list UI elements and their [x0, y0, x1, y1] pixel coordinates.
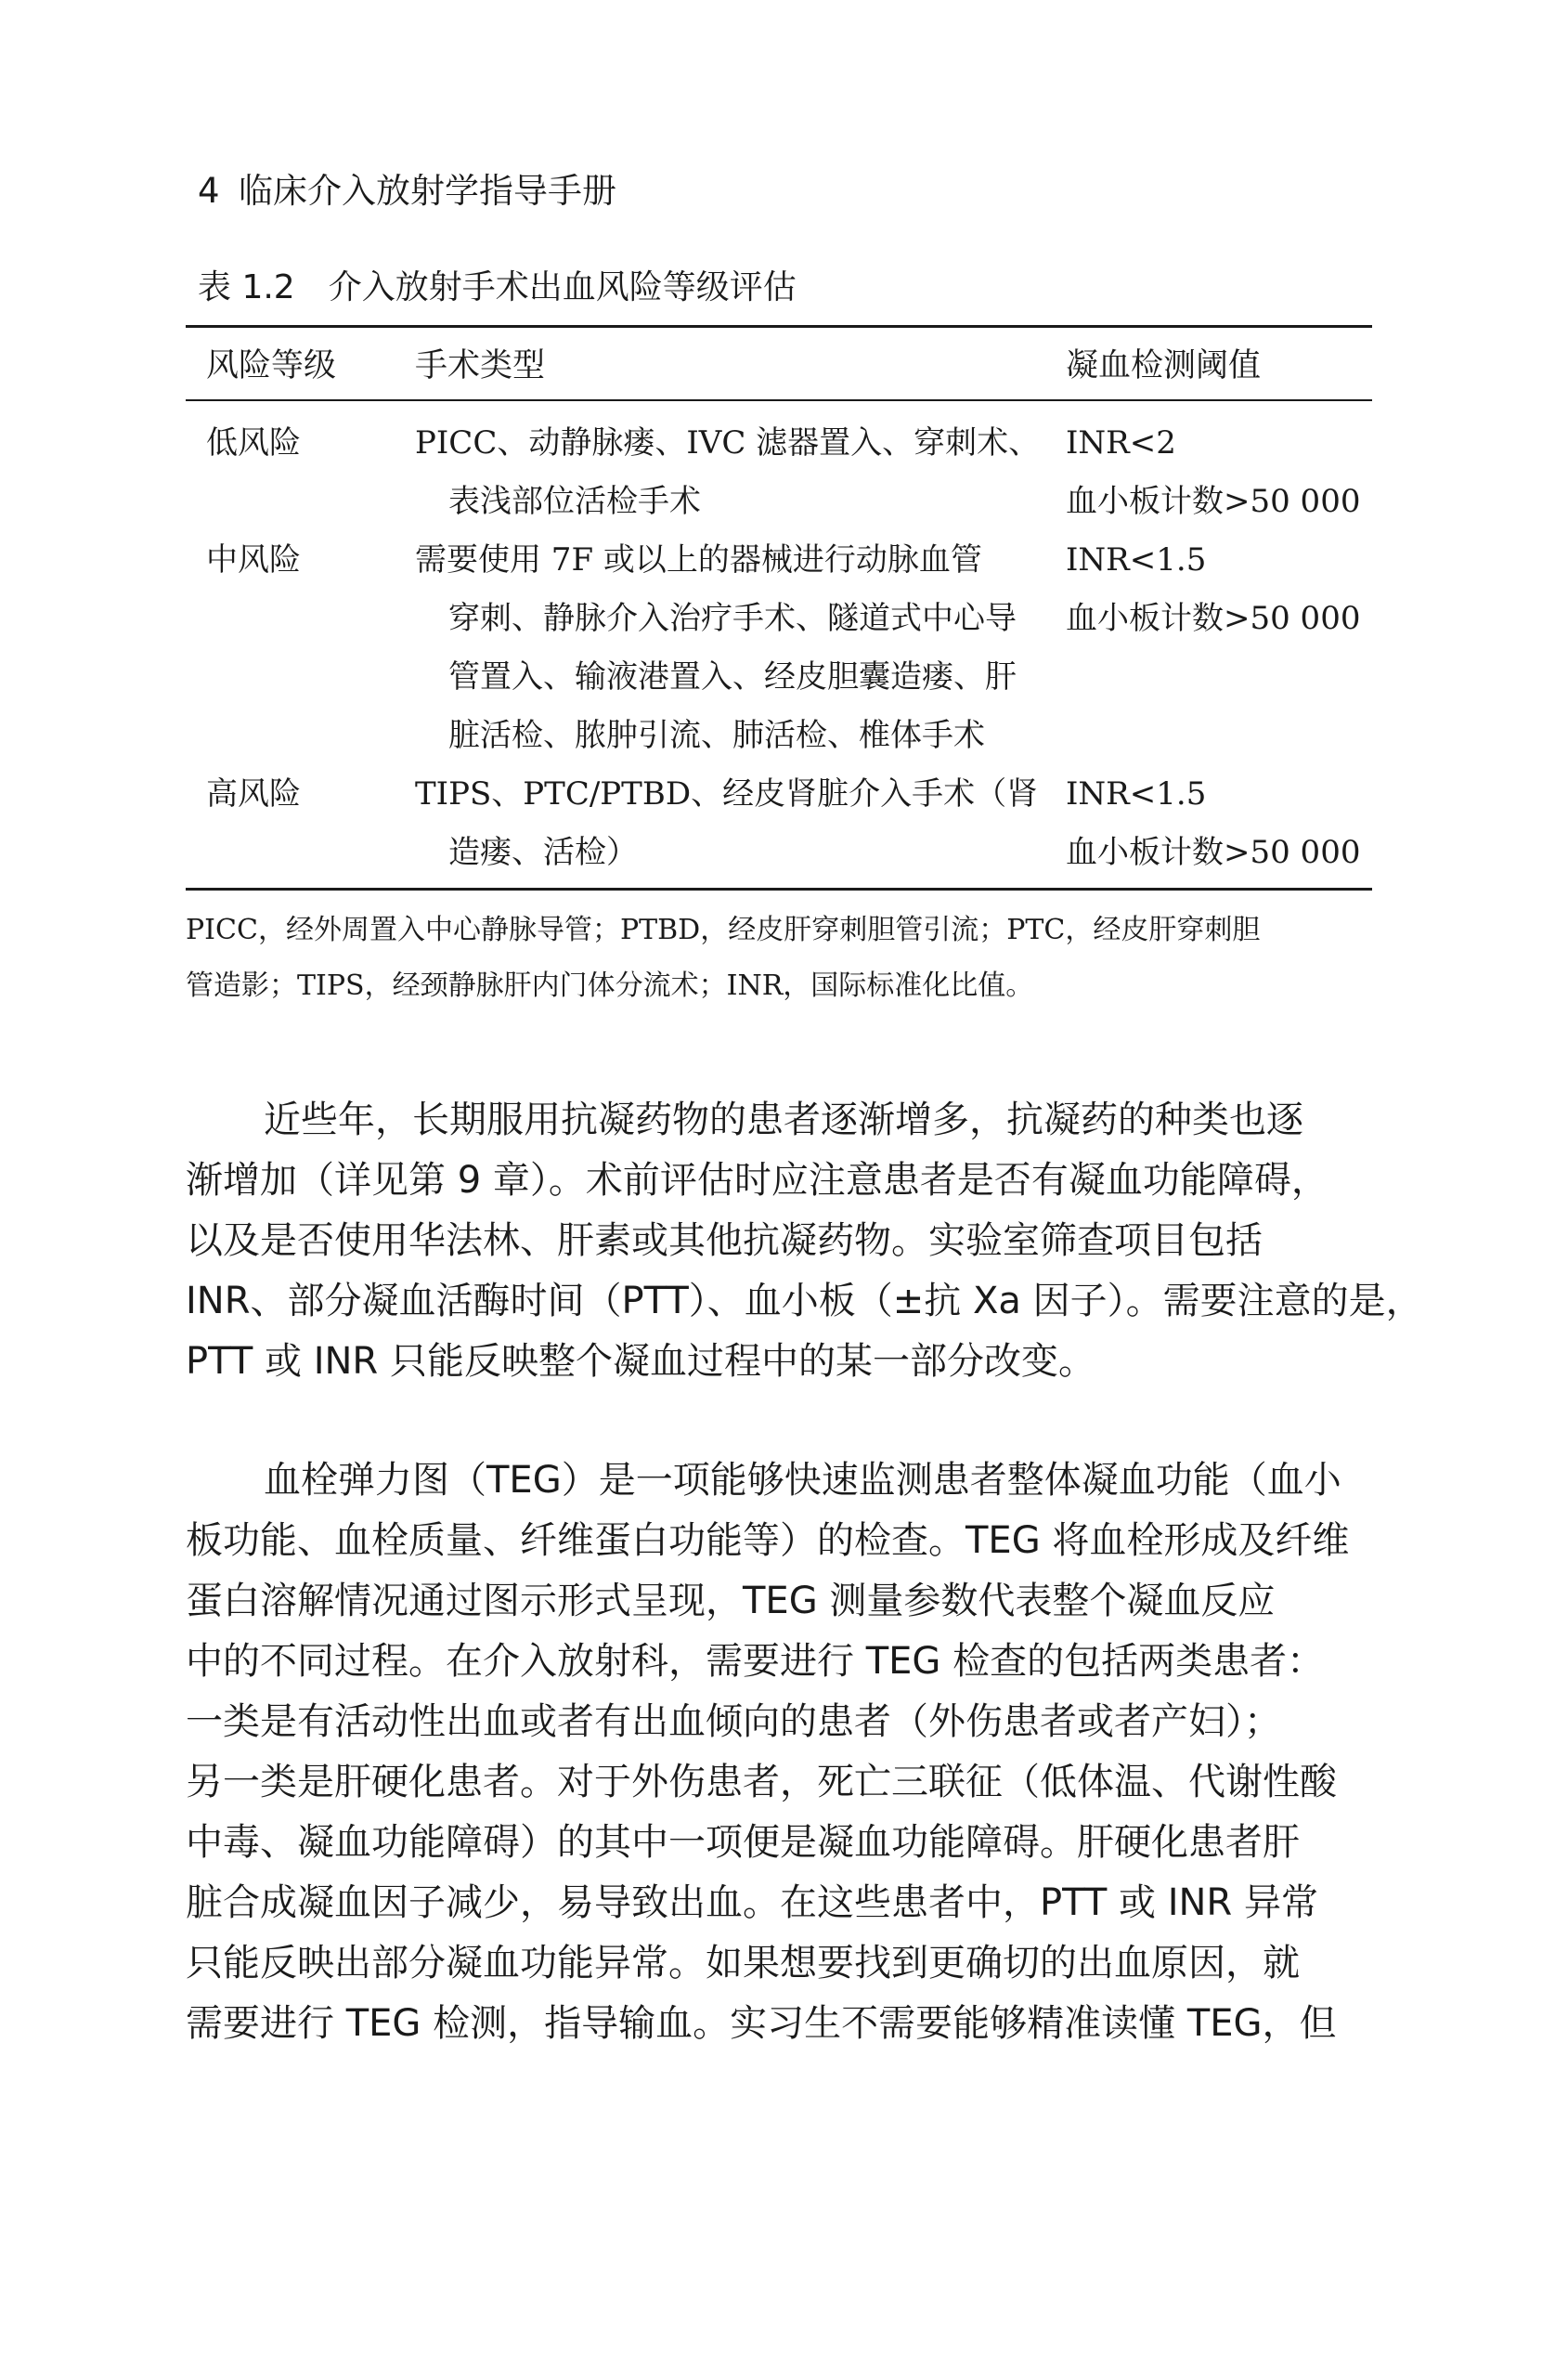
paragraph-line: 一类是有活动性出血或者有出血倾向的患者（外伤患者或者产妇）；	[186, 1700, 1281, 1743]
table-caption-number: 表 1.2	[198, 268, 295, 306]
table-row-high-risk-threshold	[1066, 765, 1360, 882]
table-row-medium-risk-procedure	[415, 531, 1017, 765]
paragraph-line: INR、部分凝血活酶时间（PTT）、血小板（±抗 Xa 因子）。需要注意的是，	[186, 1280, 1423, 1322]
table-row-low-risk-threshold	[1066, 414, 1360, 531]
procedure-line: 表浅部位活检手术	[448, 483, 701, 520]
table-header-rule	[186, 399, 1372, 401]
book-title: 临床介入放射学指导手册	[239, 171, 616, 211]
paragraph-line: 板功能、血栓质量、纤维蛋白功能等）的检查。TEG 将血栓形成及纤维	[186, 1519, 1350, 1562]
footnote-line: PICC，经外周置入中心静脉导管；PTBD，经皮肝穿刺胆管引流；PTC，经皮肝穿刺胆	[186, 914, 1261, 946]
procedure-line: 需要使用 7F 或以上的器械进行动脉血管	[415, 541, 982, 579]
procedure-line: 脏活检、脓肿引流、肺活检、椎体手术	[448, 717, 985, 754]
table-header-risk: 风险等级	[206, 347, 337, 384]
paragraph-line: 需要进行 TEG 检测，指导输血。实习生不需要能够精准读懂 TEG，但	[186, 2002, 1337, 2045]
paragraph-line: 脏合成凝血因子减少，易导致出血。在这些患者中，PTT 或 INR 异常	[186, 1881, 1318, 1924]
procedure-line: TIPS、PTC/PTBD、经皮肾脏介入手术（肾	[415, 775, 1039, 813]
table-row-medium-risk-threshold	[1066, 531, 1360, 648]
footnote-line: 管造影；TIPS，经颈静脉肝内门体分流术；INR，国际标准化比值。	[186, 969, 1034, 1002]
threshold-inr: INR<2	[1066, 424, 1176, 462]
table-bottom-rule	[186, 888, 1372, 891]
paragraph-line: 只能反映出部分凝血功能异常。如果想要找到更确切的出血原因，就	[186, 1942, 1300, 1984]
table-footnote	[186, 903, 1383, 1014]
table-row-low-risk-procedure	[415, 414, 1040, 531]
body-paragraph	[186, 1451, 1379, 2054]
paragraph-line: 另一类是肝硬化患者。对于外伤患者，死亡三联征（低体温、代谢性酸	[186, 1761, 1337, 1803]
body-paragraph	[186, 1090, 1423, 1392]
paragraph-line: 近些年，长期服用抗凝药物的患者逐渐增多，抗凝药的种类也逐	[264, 1099, 1303, 1141]
threshold-platelet: 血小板计数>50 000	[1066, 600, 1361, 637]
procedure-line: PICC、动静脉瘘、IVC 滤器置入、穿刺术、	[415, 424, 1041, 462]
threshold-platelet: 血小板计数>50 000	[1066, 483, 1361, 520]
table-header-threshold: 凝血检测阈值	[1066, 347, 1262, 384]
table-top-rule	[186, 325, 1372, 328]
table-caption-title: 介入放射手术出血风险等级评估	[328, 268, 797, 306]
paragraph-line: 血栓弹力图（TEG）是一项能够快速监测患者整体凝血功能（血小	[264, 1459, 1341, 1502]
paragraph-line: PTT 或 INR 只能反映整个凝血过程中的某一部分改变。	[186, 1340, 1095, 1383]
procedure-line: 造瘘、活检）	[448, 834, 638, 871]
table-caption	[198, 266, 797, 310]
threshold-inr: INR<1.5	[1066, 541, 1207, 579]
threshold-platelet: 血小板计数>50 000	[1066, 834, 1361, 871]
table-header-procedure: 手术类型	[415, 347, 546, 384]
table-row-high-risk-level: 高风险	[206, 775, 301, 813]
paragraph-line: 中毒、凝血功能障碍）的其中一项便是凝血功能障碍。肝硬化患者肝	[186, 1821, 1300, 1864]
paragraph-line: 蛋白溶解情况通过图示形式呈现，TEG 测量参数代表整个凝血反应	[186, 1580, 1276, 1622]
paragraph-line: 以及是否使用华法林、肝素或其他抗凝药物。实验室筛查项目包括	[186, 1219, 1263, 1262]
page-number: 4	[198, 171, 220, 211]
running-header	[198, 169, 616, 214]
procedure-line: 穿刺、静脉介入治疗手术、隧道式中心导	[448, 600, 1017, 637]
procedure-line: 管置入、输液港置入、经皮胆囊造瘘、肝	[448, 658, 1017, 696]
table-row-low-risk-level: 低风险	[206, 424, 301, 462]
threshold-inr: INR<1.5	[1066, 775, 1207, 813]
table-row-high-risk-procedure	[415, 765, 1038, 882]
paragraph-line: 渐增加（详见第 9 章）。术前评估时应注意患者是否有凝血功能障碍，	[186, 1159, 1328, 1202]
paragraph-line: 中的不同过程。在介入放射科，需要进行 TEG 检查的包括两类患者：	[186, 1640, 1325, 1683]
table-row-medium-risk-level: 中风险	[206, 541, 301, 579]
